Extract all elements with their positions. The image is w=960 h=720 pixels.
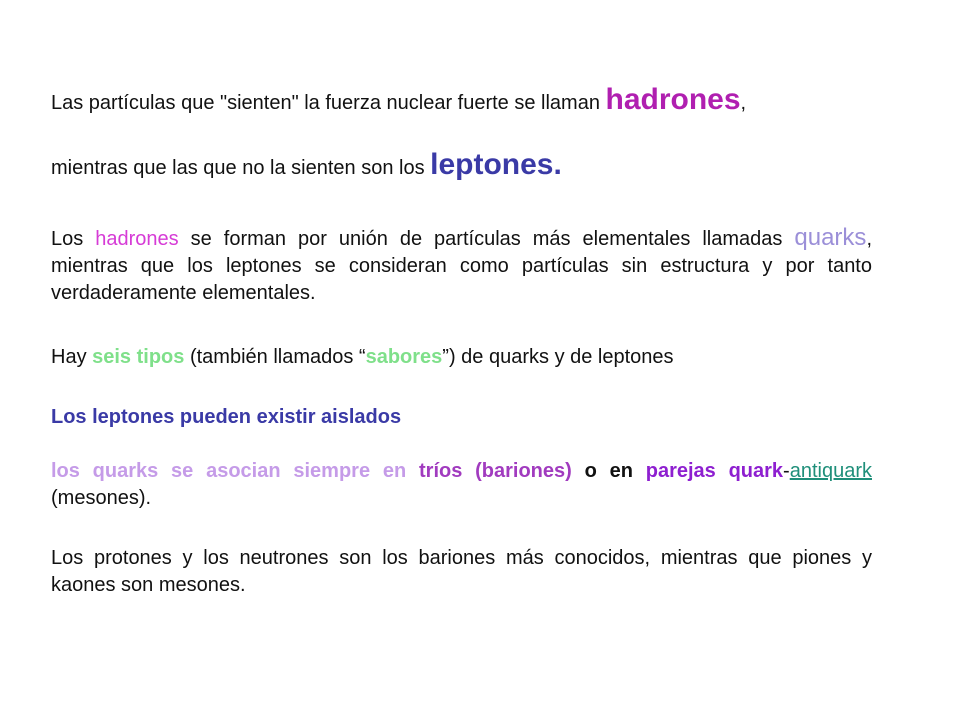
paragraph-leptones-aislados: Los leptones pueden existir aislados (51, 406, 402, 428)
term-quarks: quarks (794, 224, 867, 251)
paragraph-seis-tipos (51, 344, 872, 371)
text-o-en: o en (571, 460, 646, 482)
text-de-quarks: ”) de quarks y de leptones (442, 346, 674, 368)
text-comma: , (740, 92, 747, 114)
term-seis-tipos: seis tipos (92, 346, 185, 368)
paragraph-protones-neutrones: Los protones y los neutrones son los bariones más conocidos, mientras que piones y kaones son mesones. (51, 547, 872, 596)
text-tambien-llamados: (también llamados “ (184, 346, 366, 368)
text-hay: Hay (51, 346, 93, 368)
text-hadrones-intro: Las partículas que "sienten" la fuerza nuclear fuerte se llaman (51, 92, 606, 114)
text-dash: - (783, 460, 790, 482)
antiquark-link[interactable]: antiquark (789, 460, 872, 482)
term-hadrones-inline: hadrones (95, 228, 179, 250)
text-leptones-elementales: , mientras que los leptones se consideran como partículas sin estructura y por tanto verdaderamente elementales. (51, 228, 872, 304)
paragraph-leptones-intro (51, 148, 872, 182)
paragraph-hadrones-quarks (51, 224, 872, 307)
term-sabores: sabores (365, 346, 443, 368)
paragraph-hadrones-intro (51, 83, 872, 117)
text-se-forman: se forman por unión de partículas más elementales llamadas (178, 228, 795, 250)
text-los: Los (51, 228, 96, 250)
text-leptones-intro: mientras que las que no la sienten son los (51, 157, 431, 179)
text-quarks-asocian: los quarks se asocian siempre en (51, 460, 419, 482)
term-trios-bariones: tríos (bariones) (419, 460, 572, 482)
term-hadrones: hadrones (605, 83, 741, 116)
term-leptones: leptones. (430, 148, 562, 181)
text-mesones: (mesones). (51, 487, 152, 509)
paragraph-quarks-asocian (51, 458, 872, 512)
term-parejas-quark: parejas quark (645, 460, 784, 482)
